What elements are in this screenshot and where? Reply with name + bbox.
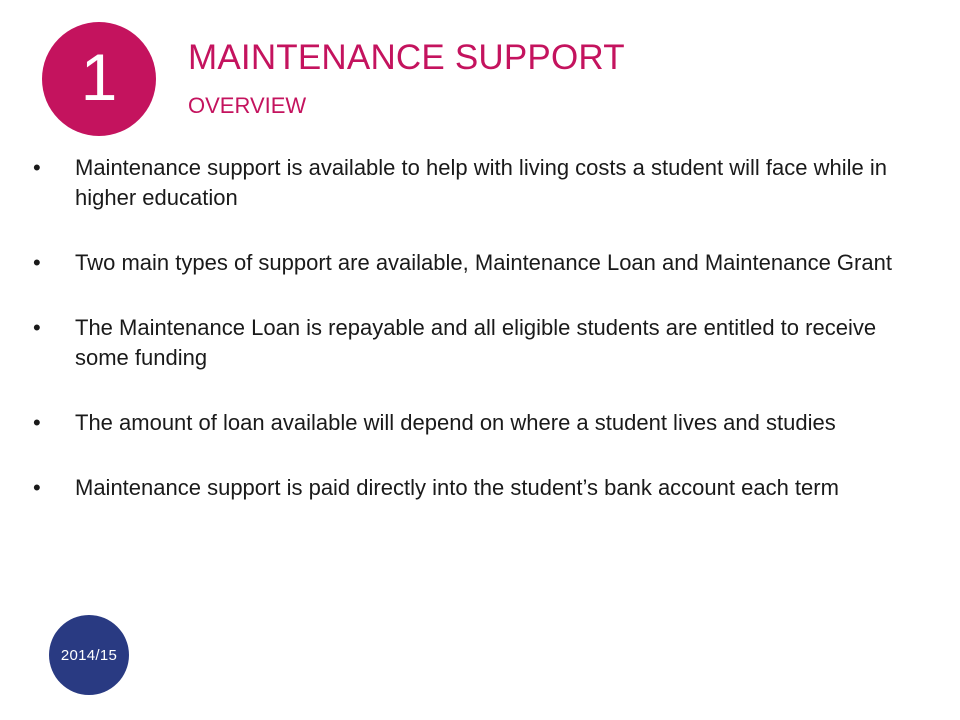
bullet-list bbox=[30, 153, 910, 538]
bullet-item bbox=[30, 313, 910, 373]
bullet-marker: • bbox=[33, 410, 41, 435]
bullet-item bbox=[30, 153, 910, 213]
bullet-marker: • bbox=[33, 475, 41, 500]
year-badge bbox=[49, 615, 129, 695]
bullet-item bbox=[30, 473, 910, 503]
bullet-marker: • bbox=[33, 315, 41, 340]
bullet-item bbox=[30, 248, 910, 278]
page-subtitle: OVERVIEW bbox=[188, 93, 307, 118]
bullet-marker: • bbox=[33, 155, 41, 180]
bullet-text: The amount of loan available will depend on where a student lives and studies bbox=[75, 410, 836, 435]
bullet-text: Maintenance support is available to help with living costs a student will face while in higher education bbox=[75, 155, 887, 210]
bullet-text: Maintenance support is paid directly into the student’s bank account each term bbox=[75, 475, 839, 500]
bullet-text: Two main types of support are available, Maintenance Loan and Maintenance Grant bbox=[75, 250, 892, 275]
page-title: MAINTENANCE SUPPORT bbox=[188, 38, 625, 77]
bullet-text: The Maintenance Loan is repayable and all eligible students are entitled to receive some funding bbox=[75, 315, 877, 370]
section-number: 1 bbox=[80, 40, 118, 114]
bullet-item bbox=[30, 408, 910, 438]
bullet-marker: • bbox=[33, 250, 41, 275]
year-badge-label: 2014/15 bbox=[60, 646, 118, 664]
section-number-badge bbox=[42, 22, 156, 136]
